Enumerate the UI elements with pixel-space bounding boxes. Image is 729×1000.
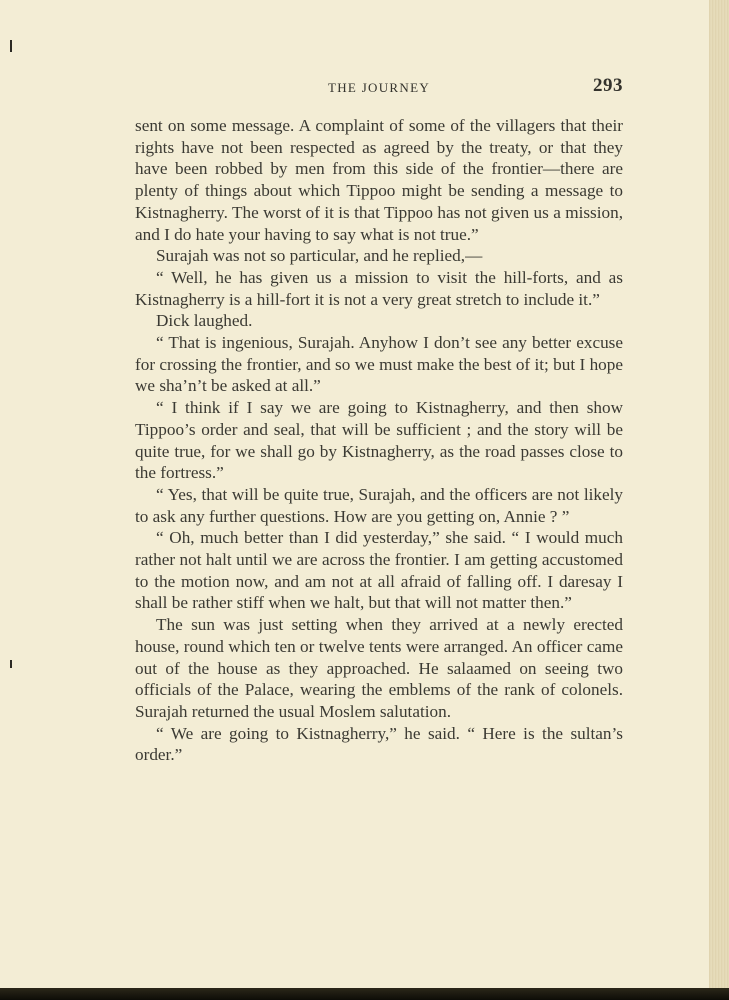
- paragraph: “ Well, he has given us a mission to visit the hill-forts, and as Kistnagherry is a hill-fort it is not a very great stretch to include it.”: [135, 267, 623, 309]
- running-head: THE JOURNEY: [327, 80, 431, 95]
- body-text: [135, 115, 623, 766]
- page-bottom-shadow: [0, 988, 729, 1000]
- page-header: [135, 75, 623, 104]
- paragraph: “ That is ingenious, Surajah. Anyhow I don’t see any better excuse for crossing the frontier, and so we must make the best of it; but I hope we sha’n’t be asked at all.”: [135, 333, 623, 396]
- paragraph: “ I think if I say we are going to Kistnagherry, and then show Tippoo’s order and seal, that will be sufficient ; and the story will be quite true, for we shall go by Kistnagherry, as the road passes close to the fortress.”: [135, 398, 623, 483]
- paragraph: “ Yes, that will be quite true, Surajah, and the officers are not likely to ask any further questions. How are you getting on, Annie ? ”: [135, 484, 623, 526]
- page-edges: [709, 0, 729, 1000]
- margin-mark: [10, 660, 12, 668]
- page-number: 293: [593, 75, 623, 96]
- paragraph: Dick laughed.: [156, 311, 253, 331]
- margin-mark: [10, 40, 12, 52]
- paragraph: “ Oh, much better than I did yesterday,” she said. “ I would much rather not halt until we are across the frontier. I am getting accustomed to the motion now, and am not at all afraid of falling off. I daresay I shall be rather stiff when we halt, but that will not matter then.”: [135, 528, 623, 613]
- paragraph: sent on some message. A complaint of some of the villagers that their rights have not been respected as agreed by the treaty, or that they have been robbed by men from this side of the frontier—there are plenty of things about which Tippoo might be sending a message to Kistnagherry. The worst of it is that Tippoo has not given us a mission, and I do hate your having to say what is not true.”: [135, 116, 623, 244]
- paragraph: “ We are going to Kistnagherry,” he said. “ Here is the sultan’s order.”: [135, 723, 623, 765]
- paragraph: The sun was just setting when they arrived at a newly erected house, round which ten or twelve tents were arranged. An officer came out of the house as they approached. He salaamed on seeing two officials of the Palace, wearing the emblems of the rank of colonels. Surajah returned the usual Moslem salutation.: [135, 615, 623, 721]
- paragraph: Surajah was not so particular, and he replied,—: [156, 246, 483, 266]
